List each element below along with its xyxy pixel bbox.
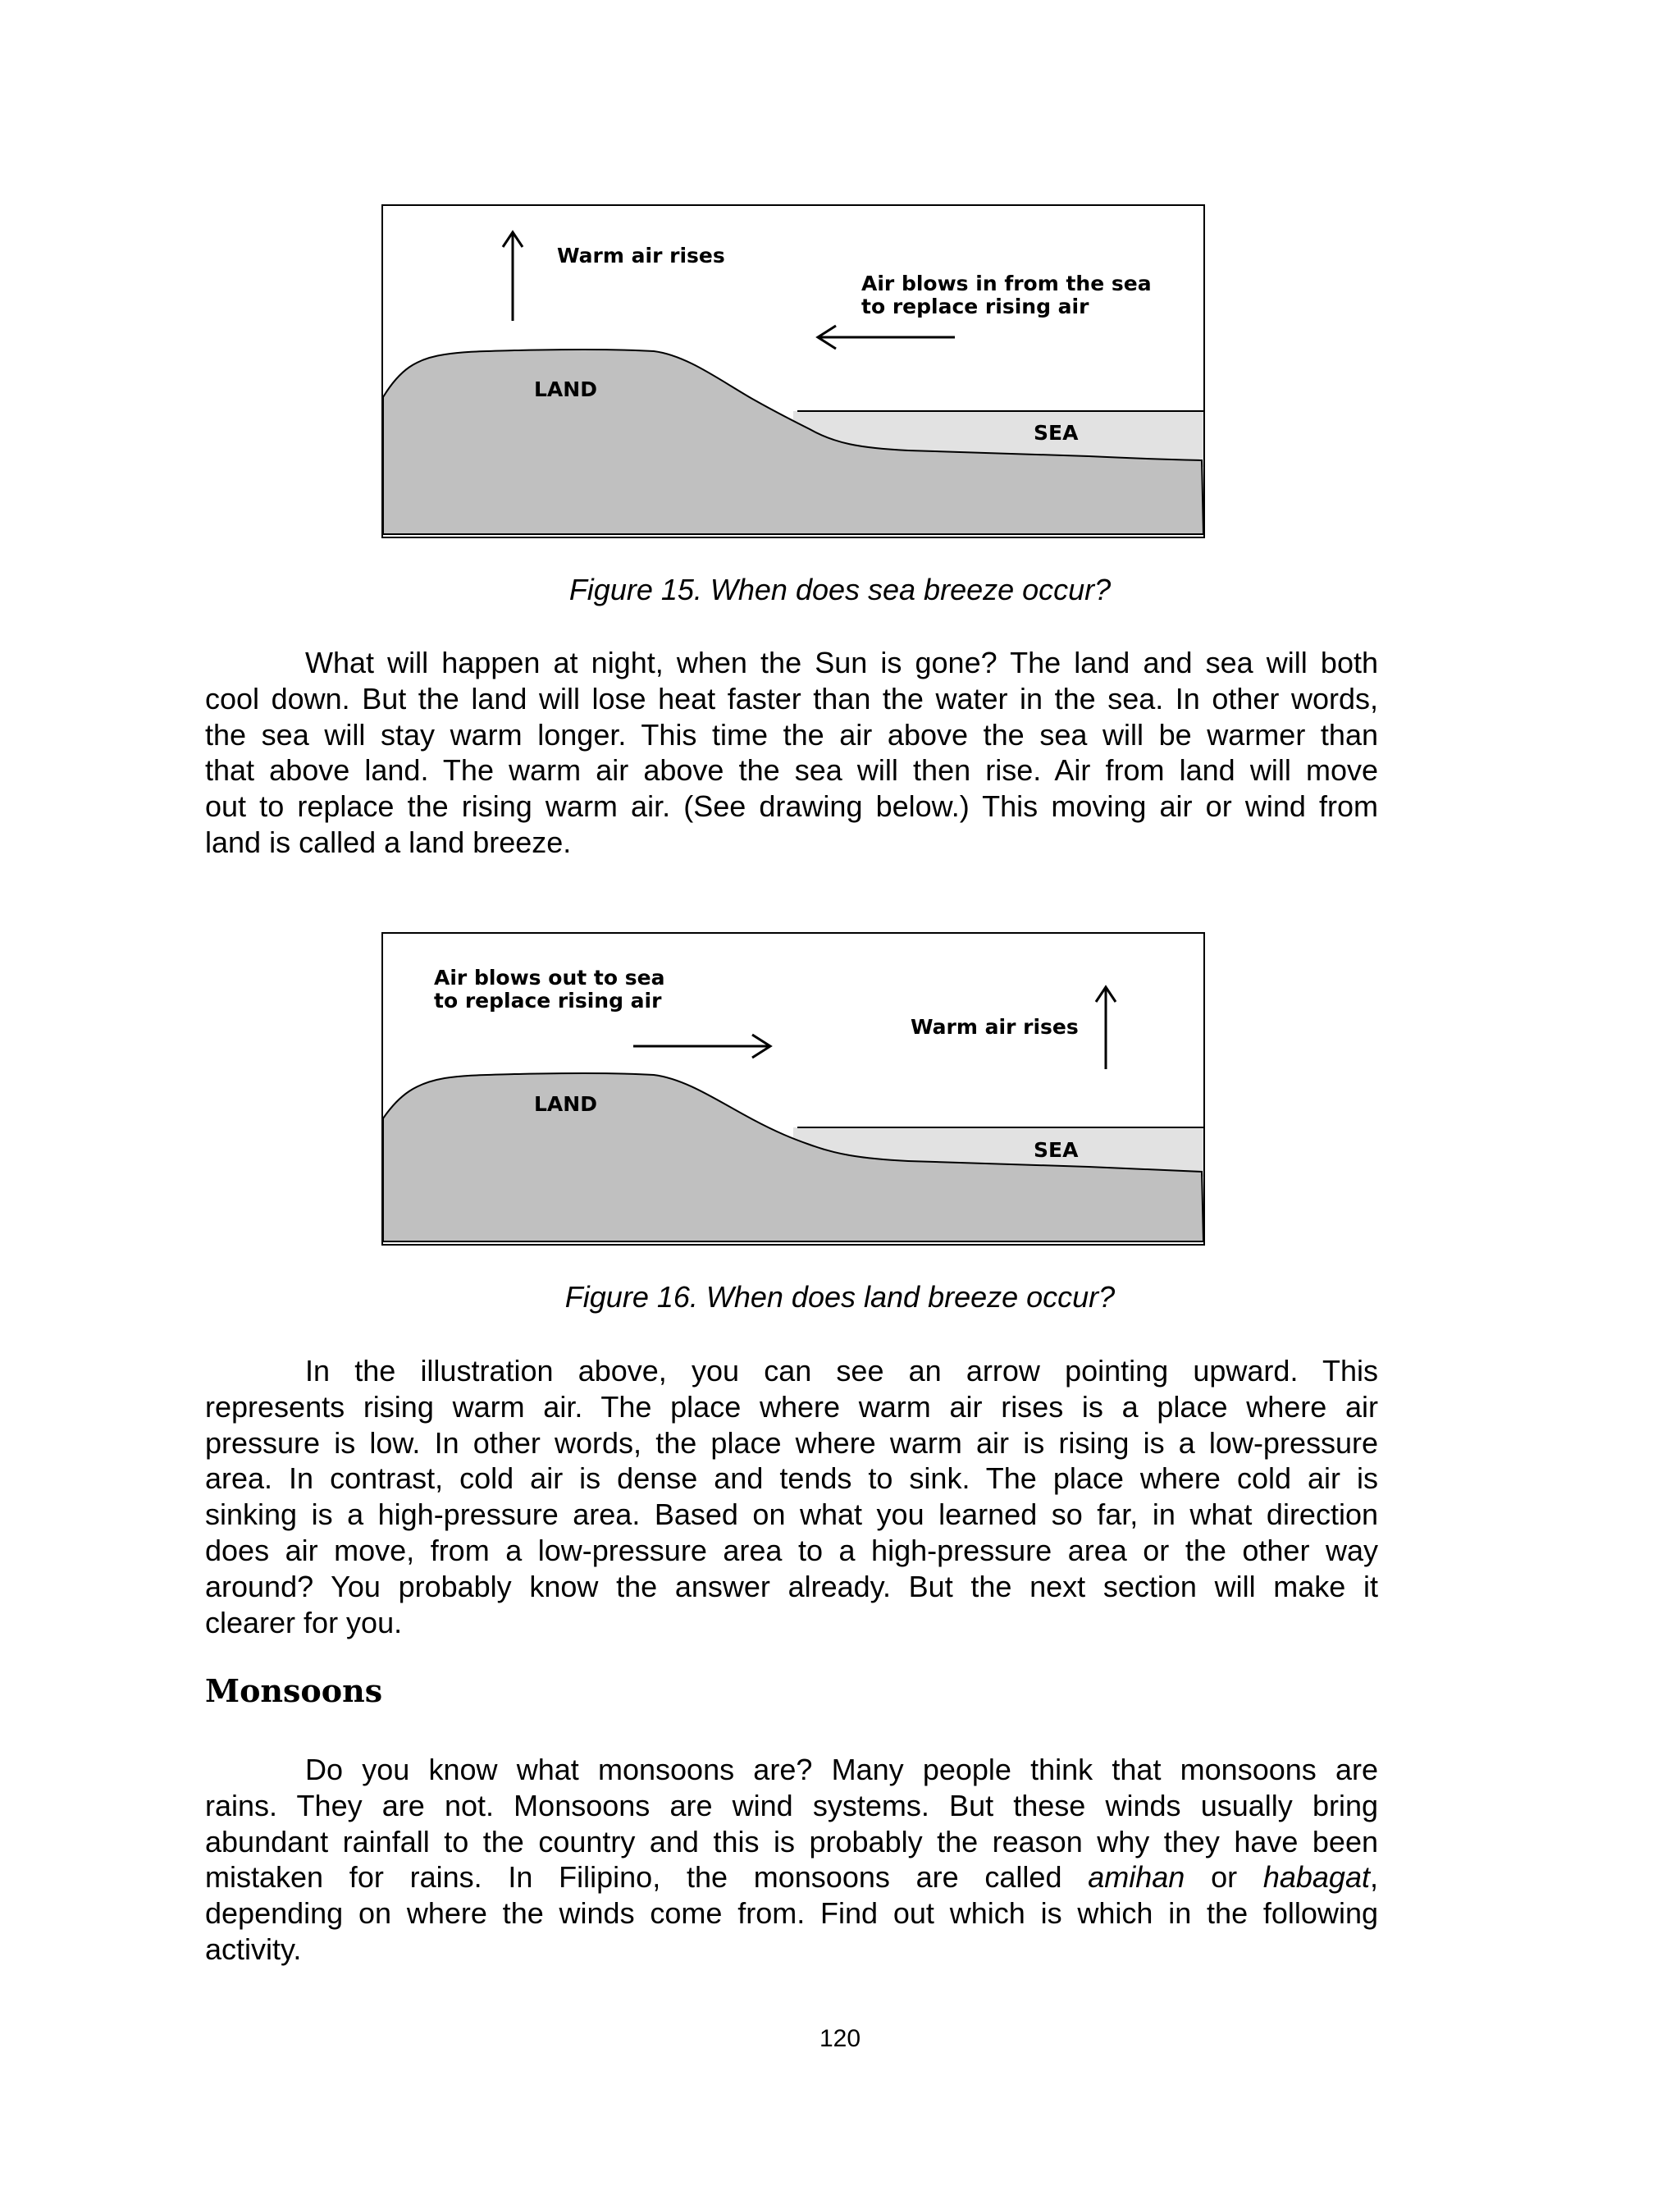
air-blows-in-label-line2: to replace rising air — [861, 295, 1089, 318]
sea-breeze-diagram — [383, 206, 1203, 537]
paragraph-line: activity. — [205, 1932, 302, 1966]
paragraph-line: abundant rainfall to the country and this is probably the reason why they have been — [205, 1824, 1378, 1859]
paragraph-line: area. In contrast, cold air is dense and tends to sink. The place where cold air is — [205, 1461, 1378, 1496]
air-blows-out-label-line2: to replace rising air — [434, 989, 662, 1013]
paragraph-land-breeze — [205, 645, 1378, 861]
term-habagat: habagat — [1262, 1860, 1370, 1895]
paragraph-line: depending on where the winds come from. Find out which is which in the following — [205, 1896, 1378, 1931]
paragraph-line: cool down. But the land will lose heat faster than the water in the sea. In other words, — [205, 681, 1378, 716]
paragraph-line: land is called a land breeze. — [205, 825, 572, 859]
figure-16-caption: Figure 16. When does land breeze occur? — [564, 1280, 1116, 1314]
paragraph-line: In the illustration above, you can see an arrow pointing upward. This — [305, 1354, 1378, 1388]
paragraph-air-pressure — [205, 1353, 1378, 1640]
land-breeze-diagram — [383, 934, 1203, 1244]
line4-text-after: , — [1369, 1860, 1378, 1895]
air-blows-in-label-line1: Air blows in from the sea — [861, 272, 1152, 295]
warm-air-rises-label: Warm air rises — [557, 244, 725, 267]
paragraph-line: pressure is low. In other words, the place where warm air is rising is a low-pressure — [205, 1425, 1378, 1460]
land-label: LAND — [534, 377, 597, 401]
paragraph-line: does air move, from a low-pressure area to a high-pressure area or the other way — [205, 1533, 1378, 1567]
page-number: 120 — [819, 2025, 861, 2052]
paragraph-line: around? You probably know the answer already. But the next section will make it — [205, 1569, 1378, 1603]
sea-label: SEA — [1034, 421, 1079, 445]
paragraph-line: What will happen at night, when the Sun is gone? The land and sea will both — [305, 646, 1378, 679]
line4-text-mid: or — [1185, 1860, 1263, 1895]
warm-air-rises-label: Warm air rises — [911, 1015, 1079, 1039]
land-label: LAND — [534, 1092, 597, 1116]
term-amihan: amihan — [1088, 1860, 1185, 1895]
air-blows-out-label-line1: Air blows out to sea — [434, 966, 665, 990]
section-heading-monsoons: Monsoons — [205, 1672, 383, 1709]
figure-16-land-breeze — [381, 932, 1205, 1246]
paragraph-line: Do you know what monsoons are? Many people think that monsoons are — [305, 1753, 1378, 1786]
paragraph-line: out to replace the rising warm air. (See drawing below.) This moving air or wind from — [205, 789, 1378, 824]
paragraph-line: that above land. The warm air above the sea will then rise. Air from land will move — [205, 753, 1378, 788]
sea-label: SEA — [1034, 1138, 1079, 1162]
figure-15-caption: Figure 15. When does sea breeze occur? — [568, 573, 1112, 606]
paragraph-line: the sea will stay warm longer. This time the air above the sea will be warmer than — [205, 717, 1378, 752]
line4-text-before: mistaken for rains. In Filipino, the monsoons are called — [205, 1860, 1089, 1895]
figure-15-sea-breeze — [381, 204, 1205, 538]
paragraph-monsoons — [205, 1752, 1378, 1968]
paragraph-line: clearer for you. — [205, 1605, 403, 1639]
paragraph-line: sinking is a high-pressure area. Based on what you learned so far, in what direction — [205, 1497, 1378, 1532]
paragraph-line: rains. They are not. Monsoons are wind systems. But these winds usually bring — [205, 1788, 1378, 1822]
paragraph-line-with-terms — [205, 1859, 1378, 1895]
paragraph-line: represents rising warm air. The place where warm air rises is a place where air — [205, 1389, 1378, 1424]
